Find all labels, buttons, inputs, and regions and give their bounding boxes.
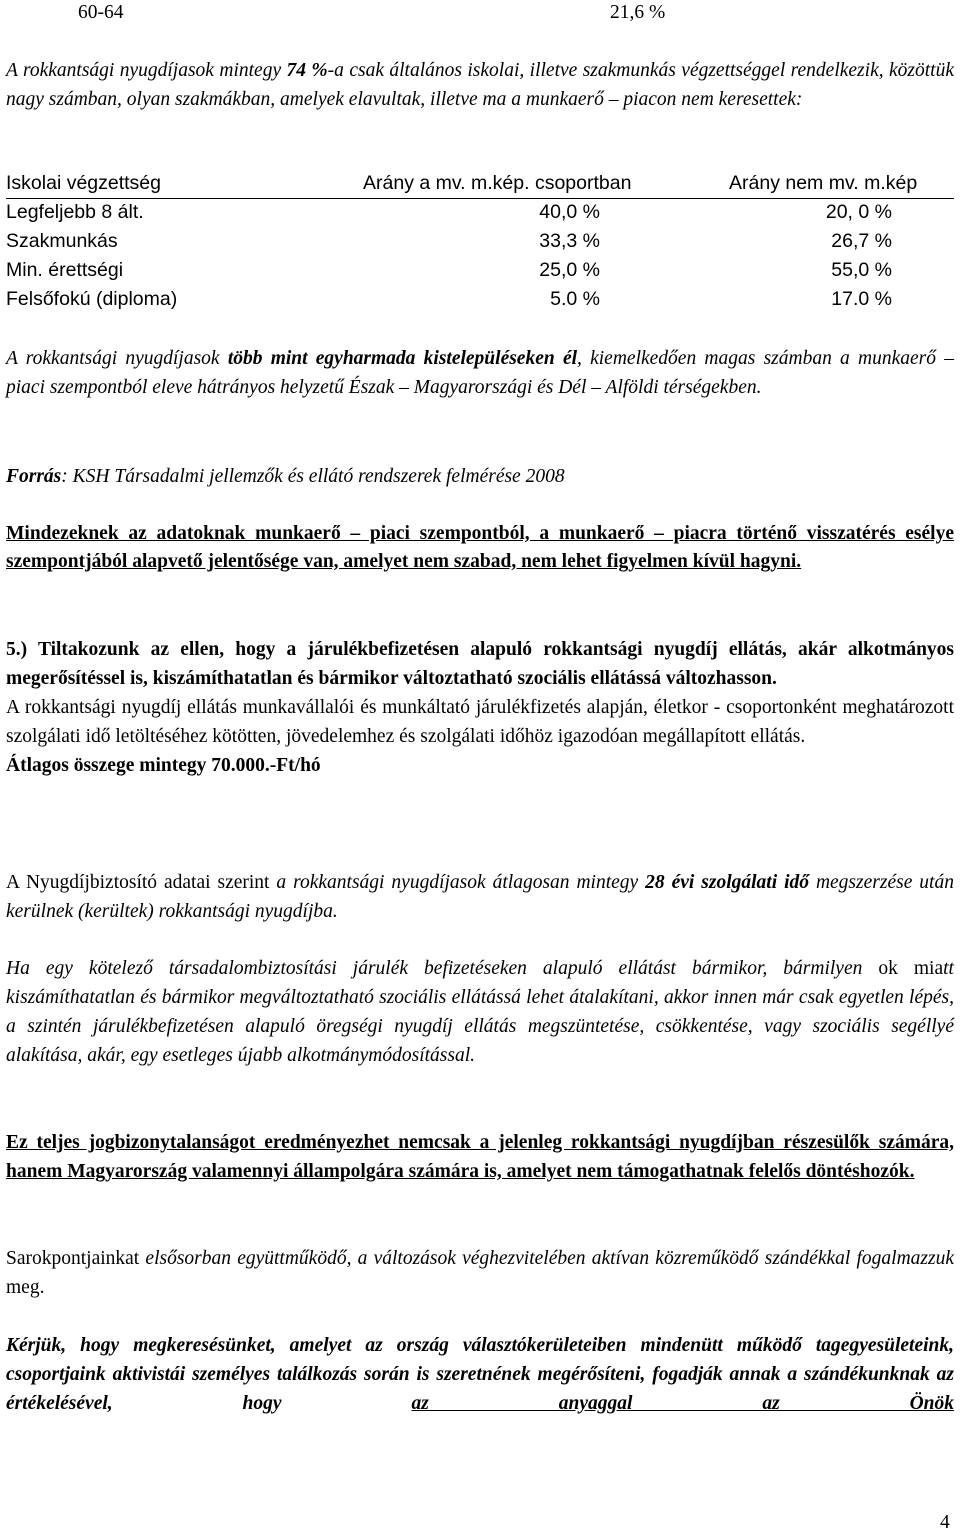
table-row: [6, 288, 954, 316]
point-5-section: [6, 635, 954, 780]
table-row: [6, 259, 954, 287]
cornerstones-ital1: elsősorban együttműködő, a változások véghezvitelében ak: [145, 1248, 611, 1269]
point-5-body: A rokkantsági nyugdíj ellátás munkavállalói és munkáltató járulékfizetés alapján, életkor - csoportonként meghatározott szolgálati idő letöltéséhez kötötten, jövedelemhez és szolgálati időhöz igazodóan megállapított ellátás.: [6, 697, 954, 747]
obligatory-insurance-paragraph: [6, 954, 954, 1070]
table-row: [6, 230, 954, 258]
uncertainty-paragraph: [6, 1128, 954, 1186]
age-group-percent: 21,6 %: [610, 2, 666, 23]
source-line: [6, 462, 954, 491]
age-group-label: 60-64: [78, 2, 124, 23]
table-cell: Felsőfokú (diploma): [6, 288, 178, 310]
point-5-average: Átlagos összege mintegy 70.000.-Ft/hó: [6, 755, 321, 776]
table-cell: 17.0 %: [831, 288, 892, 310]
obligatory-plain: ok mia: [878, 958, 944, 979]
cornerstones-ital2: tívan közreműködő szándékkal fogalmazzuk: [610, 1248, 954, 1269]
request-paragraph: [6, 1331, 954, 1418]
obligatory-ital1: Ha egy kötelező társadalombiztosítási járulék befizetéseken alapuló ellátást bármikor, bármilyen: [6, 958, 879, 979]
table-cell: 25,0 %: [539, 259, 600, 281]
table-cell: 33,3 %: [539, 230, 600, 252]
point-5-heading: 5.) Tiltakozunk az ellen, hogy a járulékbefizetésen alapuló rokkantsági nyugdíj ellátás, akár alkotmányos megerősítéssel is, kiszámíthatatlan és bármikor változtatható szociális ellátássá változhasson.: [6, 639, 954, 689]
small-towns-pre: A rokkantsági nyugdíjasok: [6, 348, 228, 369]
table-header-row: [6, 172, 954, 200]
obligatory-ital2: tt kiszámíthatatlan és bármikor megváltoztatható szociális ellátássá lehet átalakítani, akkor innen már csak egyetlen lépés, a szintén járulékbefizetésen alapuló öregségi nyugdíj ellátás megszüntetése, csökkentése, vagy szociális segéllyé alakítása, akár, egy esetleges újabb alkotmánymódosítással.: [6, 958, 954, 1066]
small-towns-post: , kiemelkedően magas számban a munkaerő – piaci szempontból eleve hátrányos helyzetű Észak – Magyarországi és Dél – Alföldi térségekben.: [6, 348, 954, 398]
table-cell: 20, 0 %: [825, 201, 892, 223]
request-pre: Kérjük, hogy megkeresésünket, amelyet az ország választókerületeiben mindenütt működő tagegyesületeink, csoportjaink aktivistái személyes találkozás során is szeretnének megérősíteni, fogadják annak a szándékunknak az értékelésével, hogy: [6, 1335, 954, 1414]
table-cell: Legfeljebb 8 ált.: [6, 201, 144, 223]
small-towns-paragraph: [6, 344, 954, 402]
uncertainty-text: Ez teljes jogbizonytalanságot eredményezhet nemcsak a jelenleg rokkantsági nyugdíjban részesülők számára, hanem Magyarország valamennyi állampolgára számára is, amelyet nem támogathatnak felelős döntéshozók.: [6, 1132, 954, 1182]
table-cell: Szakmunkás: [6, 230, 118, 252]
intro-post: -a csak általános iskolai, illetve szakmunkás végzettséggel rendelkezik, közöttük nagy számban, olyan szakmákban, amelyek elavultak, illetve ma a munkaerő – piacon nem keresettek:: [6, 60, 954, 110]
cornerstones-paragraph: [6, 1244, 954, 1302]
source-text: : KSH Társadalmi jellemzők és ellátó rendszerek felmérése 2008: [61, 466, 565, 487]
page-number: 4: [940, 1512, 950, 1533]
table-header-ratio-nongroup: Arány nem mv. m.kép: [729, 172, 918, 194]
table-cell: 26,7 %: [831, 230, 892, 252]
table-cell: 5.0 %: [550, 288, 600, 310]
intro-bold: 74 %: [286, 60, 328, 81]
source-label: Forrás: [6, 466, 62, 487]
table-row: [6, 201, 954, 229]
table-header-education: Iskolai végzettség: [6, 172, 162, 194]
cornerstones-plain2: meg.: [6, 1277, 45, 1298]
insurer-pre: A Nyugdíjbiztosító adatai szerint: [6, 872, 277, 893]
table-cell: 40,0 %: [539, 201, 600, 223]
insurer-ital1: a rokkantsági nyugdíjasok átlagosan mintegy: [276, 872, 646, 893]
table-header-underline: [6, 198, 954, 199]
insurer-bold: 28 évi szolgálati idő: [645, 872, 809, 893]
data-importance-paragraph: [6, 520, 954, 576]
insurer-ital2: megszerzése után kerülnek (kerültek) rokkantsági nyugdíjba.: [6, 872, 954, 922]
intro-paragraph: [6, 56, 954, 114]
small-towns-bold: több mint egyharmada kistelepüléseken él: [227, 348, 578, 369]
data-importance-text: Mindezeknek az adatoknak munkaerő – piaci szempontból, a munkaerő – piacra történő visszatérés esélye szempontjából alapvető jelentősége van, amelyet nem szabad, nem lehet figyelmen kívül hagyni.: [6, 523, 954, 572]
table-cell: 55,0 %: [831, 259, 892, 281]
insurer-paragraph: [6, 868, 954, 926]
intro-pre: A rokkantsági nyugdíjasok mintegy: [6, 60, 287, 81]
cornerstones-plain1: Sarokpontjainkat: [6, 1248, 146, 1269]
request-underlined: az anyaggal az Önök: [411, 1393, 955, 1414]
table-header-ratio-group: Arány a mv. m.kép. csoportban: [363, 172, 632, 194]
table-cell: Min. érettségi: [6, 259, 124, 281]
